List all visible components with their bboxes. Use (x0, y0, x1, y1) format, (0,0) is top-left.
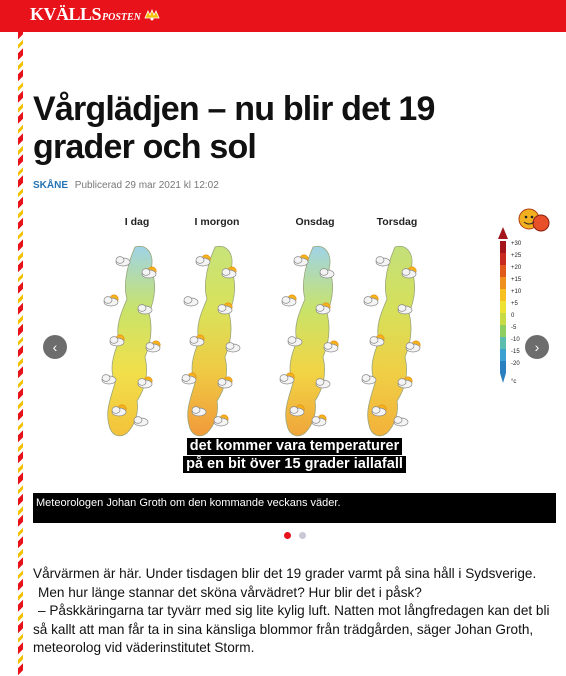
scale-label-5: +10 (511, 289, 522, 295)
body-paragraph-1: Vårvärmen är här. Under tisdagen blir det 19 grader varmt på sina håll i Sydsverige. (33, 566, 537, 581)
headline-line-1: Vårglädjen – nu blir det 19 (33, 90, 435, 128)
site-logo[interactable] (30, 4, 160, 26)
scale-label-9: -10 (511, 337, 520, 343)
article-headline (33, 90, 543, 166)
sweden-map-1 (102, 246, 160, 436)
video-carousel[interactable] (33, 201, 556, 523)
carousel-next-button[interactable] (525, 335, 549, 359)
scale-label-7: 0 (511, 313, 515, 319)
logo-sub-text: POSTEN (102, 12, 141, 23)
scale-label-3: +20 (511, 265, 522, 271)
section-link[interactable]: SKÅNE (33, 180, 69, 191)
chevron-right-icon: › (534, 339, 540, 355)
scale-unit: °c (511, 379, 517, 385)
scale-swatch-1 (500, 241, 506, 253)
scale-swatch-9 (500, 337, 506, 349)
sweden-map-3 (280, 246, 338, 436)
subtitle-line-2: på en bit över 15 grader iallafall (183, 456, 406, 473)
scale-label-11: -20 (511, 361, 520, 367)
logo-mark-icon (144, 9, 160, 21)
logo-main-text: KVÄLLS (30, 4, 102, 24)
video-subtitles (33, 437, 556, 473)
body-paragraph-2: Men hur länge stannar det sköna vårvädret? Hur blir det i påsk? (38, 584, 422, 600)
subtitle-line-1: det kommer vara temperaturer (187, 438, 403, 455)
scale-swatch-8 (500, 325, 506, 337)
sweden-map-4 (362, 246, 420, 436)
scale-label-1: +30 (511, 241, 522, 247)
sun-mascot-icon (519, 209, 549, 231)
scale-swatch-4 (500, 277, 506, 289)
scale-swatch-6 (500, 301, 506, 313)
day-label-2: I morgon (194, 216, 240, 228)
scale-label-10: -15 (511, 349, 520, 355)
scale-swatch-7 (500, 313, 506, 325)
sweden-map-2 (182, 246, 240, 436)
video-caption: Meteorologen Johan Groth om den kommande veckans väder. (33, 493, 556, 523)
scale-swatch-11 (500, 361, 506, 373)
day-label-4: Torsdag (376, 216, 418, 228)
scale-label-4: +15 (511, 277, 522, 283)
scale-label-8: -5 (511, 325, 517, 331)
day-label-1: I dag (124, 216, 150, 228)
scale-swatch-3 (500, 265, 506, 277)
chevron-left-icon: ‹ (52, 339, 58, 355)
body-paragraph-3: – Påskkäringarna tar tyvärr med sig lite kylig luft. Natten mot långfredagen kan det bli så kallt att man får ta in sina känsliga blommor från trädgården, säger Johan Groth, meteorolog vid väderinstitutet Storm. (33, 603, 550, 656)
headline-line-2: grader och sol (33, 128, 257, 166)
scale-swatch-10 (500, 349, 506, 361)
site-header (0, 0, 566, 32)
carousel-dot-1[interactable] (284, 532, 291, 539)
publish-date: Publicerad 29 mar 2021 kl 12:02 (74, 180, 219, 191)
carousel-prev-button[interactable] (43, 335, 67, 359)
scale-label-2: +25 (511, 253, 522, 259)
carousel-pagination (284, 532, 306, 539)
article-body (33, 565, 553, 658)
carousel-dot-2[interactable] (299, 532, 306, 539)
article-meta (33, 180, 219, 191)
decorative-stripe (18, 32, 23, 676)
day-label-3: Onsdag (295, 216, 335, 228)
scale-label-6: +5 (511, 301, 518, 307)
scale-swatch-2 (500, 253, 506, 265)
scale-swatch-5 (500, 289, 506, 301)
